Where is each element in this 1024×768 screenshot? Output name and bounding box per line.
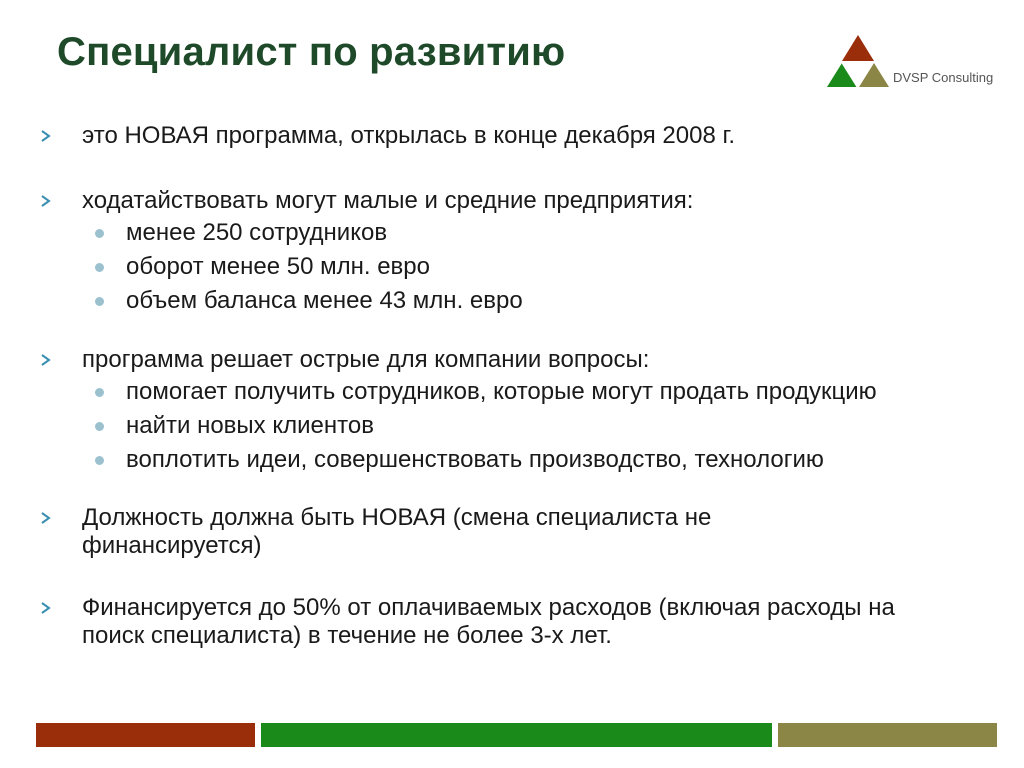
dvsp-logo bbox=[826, 33, 1016, 91]
dot-bullet-icon bbox=[95, 456, 104, 465]
sub-list bbox=[82, 219, 990, 315]
sub-item bbox=[40, 446, 990, 474]
arrow-bullet-icon bbox=[40, 601, 52, 615]
arrow-bullet-icon bbox=[40, 194, 52, 208]
dot-bullet-icon bbox=[95, 422, 104, 431]
list-item bbox=[40, 187, 990, 315]
sub-item bbox=[40, 253, 990, 281]
list-item bbox=[40, 346, 990, 474]
footer-bar-green bbox=[261, 723, 772, 747]
list-item bbox=[40, 594, 902, 650]
arrow-bullet-icon bbox=[40, 511, 52, 525]
dot-bullet-icon bbox=[95, 229, 104, 238]
sub-item bbox=[40, 287, 990, 315]
footer-bar-olive bbox=[778, 723, 997, 747]
arrow-bullet-icon bbox=[40, 353, 52, 367]
sub-list bbox=[82, 378, 990, 474]
triangle-logo-icon bbox=[826, 33, 892, 87]
sub-item bbox=[40, 378, 946, 406]
dot-bullet-icon bbox=[95, 388, 104, 397]
sub-item-text: объем баланса менее 43 млн. евро bbox=[126, 287, 523, 314]
page-title: Специалист по развитию bbox=[57, 30, 566, 74]
bullet-text: ходатайствовать могут малые и средние предприятия: bbox=[82, 187, 694, 214]
sub-item bbox=[40, 412, 990, 440]
bullet-text: это НОВАЯ программа, открылась в конце декабря 2008 г. bbox=[82, 122, 735, 149]
bullet-text: программа решает острые для компании вопросы: bbox=[82, 346, 650, 373]
sub-item-text: помогает получить сотрудников, которые могут продать продукцию bbox=[126, 378, 877, 405]
sub-item bbox=[40, 219, 990, 247]
sub-item-text: найти новых клиентов bbox=[126, 412, 374, 439]
bullet-list bbox=[40, 122, 990, 650]
bullet-text: Финансируется до 50% от оплачиваемых расходов (включая расходы на поиск специалиста) в течение не более 3-х лет. bbox=[82, 594, 895, 649]
list-item bbox=[40, 122, 990, 150]
sub-item-text: воплотить идеи, совершенствовать производство, технологию bbox=[126, 446, 824, 473]
bullet-text: Должность должна быть НОВАЯ (смена специалиста не финансируется) bbox=[82, 504, 712, 559]
arrow-bullet-icon bbox=[40, 129, 52, 143]
dot-bullet-icon bbox=[95, 297, 104, 306]
logo-text: DVSP Consulting bbox=[893, 70, 994, 85]
sub-item-text: менее 250 сотрудников bbox=[126, 219, 388, 246]
sub-item-text: оборот менее 50 млн. евро bbox=[126, 253, 430, 280]
dot-bullet-icon bbox=[95, 263, 104, 272]
footer-bar-red bbox=[36, 723, 255, 747]
list-item bbox=[40, 504, 842, 560]
